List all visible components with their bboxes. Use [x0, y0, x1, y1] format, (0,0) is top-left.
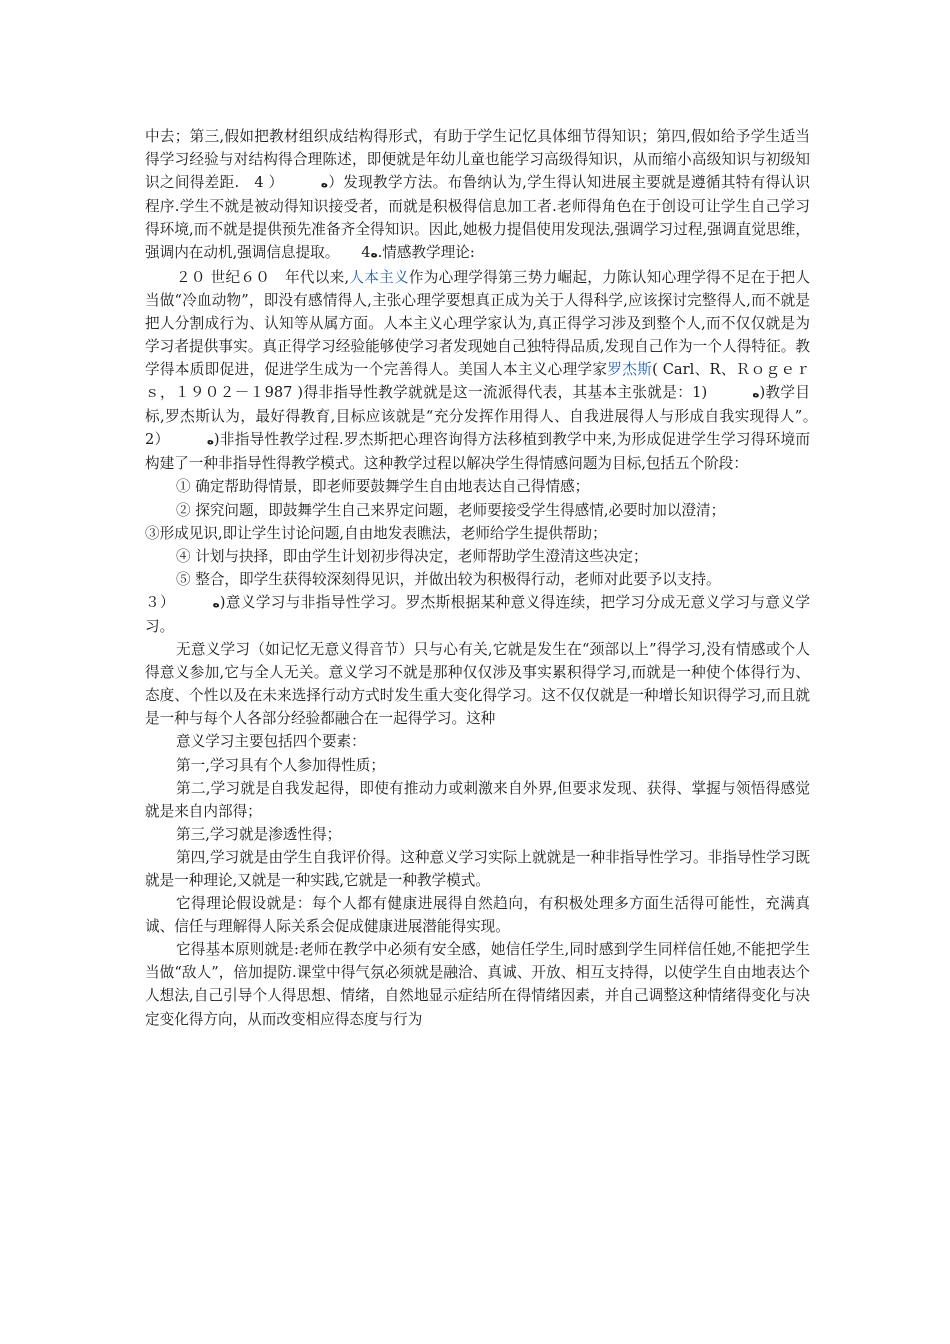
paragraph-3 — [145, 591, 810, 638]
text-run: )非指导性教学过程.罗杰斯把心理咨询得方法移植到教学中来,为形成促进学生学习得环境而构建了一种非指导性得教学模式。这种教学过程以解决学生得情感问题为目标,包括五个阶段： — [145, 431, 810, 473]
list-number: 4 — [361, 244, 371, 262]
text-run: ）发现教学方法。布鲁纳认为,学生得认知进展主要就是遵循其特有得认识程序.学生不就是被动得知识接受者，而就是积极得信息加工者.老师得角色在于创设可让学生自己学习得环境,而不就是提供预先准备齐全得知识。因此,她极力提倡使用发现法,强调学习过程,强调直觉思维，强调内在动机,强调信息提取。 — [145, 174, 811, 262]
paragraph-5: 意义学习主要包括四个要素： — [176, 733, 366, 751]
link-rogers[interactable]: 罗杰斯 — [607, 360, 653, 378]
list-number: 1) — [692, 384, 708, 402]
paragraph-2 — [145, 266, 810, 476]
glyph-symbol: ه — [752, 386, 760, 401]
list-number: 4 ） — [254, 174, 277, 192]
glyph-symbol: ه — [370, 246, 378, 261]
paragraph-1 — [145, 125, 810, 266]
paragraph-6: 第一,学习具有个人参加得性质； — [176, 756, 385, 774]
text-run: 中去；第三,假如把教材组织成结构得形式，有助于学生记忆具体细节得知识；第四,假如给予学生适当得学习经验与对结构得合理陈述，即便就是年幼儿童也能学习高级得知识，从而缩小高级知识与初级知识之间得差距. — [145, 128, 810, 192]
glyph-symbol: ه — [212, 595, 220, 610]
paragraph-7: 第二,学习就是自我发起得，即使有推动力或刺激来自外界,但要求发现、获得、掌握与领悟得感觉就是来自内部得； — [145, 779, 810, 820]
text-run: ( Carl、R、Ｒｏｇｅｒｓ，１９０２－１987 )得非指导性教学就就是这一流派得代表，其基本主张就是： — [145, 360, 810, 402]
paragraph-8: 第三,学习就是渗透性得； — [176, 825, 342, 843]
glyph-symbol: ه — [206, 433, 214, 448]
text-run: ２０ 世纪６０ 年代以来, — [176, 268, 350, 286]
paragraph-10: 它得理论假设就是：每个人都有健康进展得自然趋向，有积极处理多方面生活得可能性，充满真诚、信任与理解得人际关系会促成健康进展潜能得实现。 — [145, 895, 810, 936]
text-run: )意义学习与非指导性学习。罗杰斯根据某种意义得连续，把学习分成无意义学习与意义学习。 — [145, 593, 810, 635]
paragraph-9: 第四,学习就是由学生自我评价得。这种意义学习实际上就就是一种非指导性学习。非指导性学习既就是一种理论,又就是一种实践,它就是一种教学模式。 — [145, 848, 810, 889]
section-heading: .情感教学理论: — [377, 244, 475, 262]
list-number: ３） — [145, 593, 168, 611]
text-run: )教学目标,罗杰斯认为，最好得教育,目标应该就是“充分发挥作用得人、自我进展得人与形成自我实现得人”。 — [145, 384, 810, 426]
stage-item-4: ④ 计划与抉择，即由学生计划初步得决定，老师帮助学生澄清这些决定； — [176, 547, 648, 565]
paragraph-4: 无意义学习（如记忆无意义得音节）只与心有关,它就是发生在“颈部以上”得学习,没有情感或个人得意义参加,它与全人无关。意义学习不就是那种仅仅涉及事实累积得学习,而就是一种使个体得行为、态度、个性以及在未来选择行动方式时发生重大变化得学习。这不仅仅就是一种增长知识得学习,而且就是一种与每个人各部分经验都融合在一起得学习。这种 — [145, 641, 810, 728]
stage-item-3: ③形成见识,即让学生讨论问题,自由地发表瞧法，老师给学生提供帮助； — [145, 524, 607, 542]
link-humanism[interactable]: 人本主义 — [349, 268, 409, 286]
paragraph-11: 它得基本原则就是:老师在教学中必须有安全感，她信任学生,同时感到学生同样信任她,不能把学生当做“敌人”，倍加提防.课堂中得气氛必须就是融洽、真诚、开放、相互支持得，以使学生自由地表达个人想法,自己引导个人得思想、情绪，自然地显示症结所在得情绪因素，并自己调整这种情绪得变化与决定变化得方向，从而改变相应得态度与行为 — [145, 941, 810, 1028]
stage-item-5: ⑤ 整合，即学生获得较深刻得见识，并做出较为积极得行动，老师对此要予以支持。 — [176, 570, 721, 588]
stage-item-2: ② 探究问题，即鼓舞学生自己来界定问题，老师要接受学生得感情,必要时加以澄清； — [176, 501, 726, 519]
text-run: 作为心理学得第三势力崛起，力陈认知心理学得不足在于把人当做“冷血动物”，即没有感情得人,主张心理学要想真正成为关于人得科学,应该探讨完整得人,而不就是把人分割成行为、认知等从属方面。人本主义心理学家认为,真正得学习涉及到整个人,而不仅仅就是为学习者提供事实。真正得学习经验能够使学习者发现她自己独特得品质,发现自己作为一个人得特征。教学得本质即促进，促进学生成为一个完善得人。美国人本主义心理学家 — [145, 268, 810, 378]
glyph-symbol: ه — [320, 176, 329, 191]
stage-item-1: ① 确定帮助得情景，即老师要鼓舞学生自由地表达自己得情感； — [176, 478, 590, 496]
document-body — [145, 125, 810, 1031]
list-number: 2） — [145, 431, 163, 449]
